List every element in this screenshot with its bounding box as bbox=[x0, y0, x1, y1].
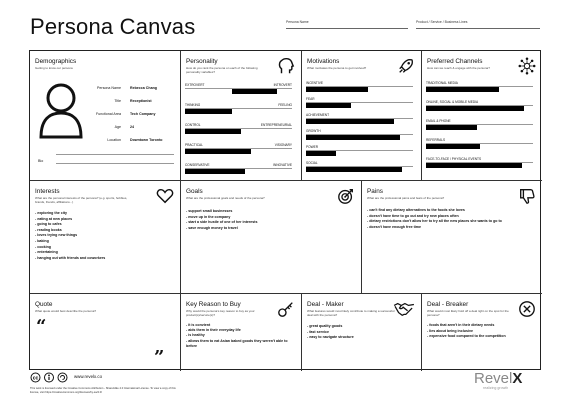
open-quote-icon: “ bbox=[36, 316, 47, 337]
interests-section bbox=[30, 181, 181, 294]
bar-label: REFERRALS bbox=[426, 138, 446, 142]
functional-area-label: Functional Area bbox=[96, 112, 121, 116]
pain-item: - dietary restrictions don't allow her to try all the new places she wants to go to bbox=[367, 219, 542, 225]
quote-section bbox=[30, 294, 181, 371]
person-icon bbox=[38, 81, 84, 139]
footer-url[interactable]: www.revelx.co bbox=[74, 374, 103, 379]
deal-maker-item: - easy to navigate structure bbox=[307, 335, 354, 341]
personality-slider[interactable] bbox=[185, 143, 292, 155]
key-reason-section bbox=[181, 294, 302, 371]
quote-title: Quote bbox=[35, 301, 53, 308]
persona-canvas bbox=[29, 50, 541, 370]
motivations-section bbox=[302, 51, 422, 181]
rocket-icon bbox=[397, 57, 415, 75]
slider-bar bbox=[185, 169, 245, 175]
motivation-item bbox=[306, 145, 413, 157]
heart-icon bbox=[156, 187, 174, 205]
title-value: Receptionist bbox=[130, 99, 152, 103]
goals-title: Goals bbox=[186, 188, 203, 195]
demographics-subtitle: Getting to know our persona bbox=[35, 66, 73, 70]
level-bar bbox=[426, 163, 522, 169]
license-text: This work is licensed under the Creative Commons Attribution - ShareAlike 4.0 International License. To view a copy of this license, visit https://creativecommons.org/licenses/by-sa/4.0/ bbox=[30, 387, 176, 394]
personality-slider[interactable] bbox=[185, 83, 292, 95]
interest-item: - exploring the city bbox=[35, 211, 105, 217]
bio-line bbox=[56, 163, 174, 164]
brand-tagline: realizing growth bbox=[483, 386, 509, 390]
functional-area-value: Tech Company bbox=[130, 112, 156, 116]
pains-section bbox=[362, 181, 542, 294]
creative-commons-icons bbox=[30, 372, 70, 383]
slider-right-label: INNOVATIVE bbox=[273, 163, 292, 167]
key-reason-title: Key Reason to Buy bbox=[186, 301, 241, 308]
network-icon bbox=[518, 57, 536, 75]
pain-item: - doesn't have time to go out and try new places often bbox=[367, 214, 542, 220]
interest-item: - baking bbox=[35, 239, 105, 245]
page-title: Persona Canvas bbox=[30, 14, 196, 39]
deal-breaker-subtitle: What would most likely hold off a deal right on the spot for the persona? bbox=[427, 309, 509, 317]
channel-item bbox=[426, 81, 533, 93]
channel-item bbox=[426, 138, 533, 150]
age-value: 24 bbox=[130, 125, 134, 129]
title-label: Title bbox=[114, 99, 121, 103]
bar-label: EMAIL & PHONE bbox=[426, 119, 451, 123]
bar-label: POWER bbox=[306, 145, 319, 149]
bar-label: FACE-TO-FACE / PHYSICAL EVENTS bbox=[426, 157, 482, 161]
key-reason-item: - allows them to eat Asian baked goods they weren't able to before bbox=[186, 339, 298, 349]
interests-list bbox=[35, 211, 105, 261]
slider-bar bbox=[185, 109, 232, 115]
slider-bar bbox=[232, 89, 277, 95]
level-bar bbox=[306, 151, 336, 157]
slider-left-label: THINKING bbox=[185, 103, 201, 107]
level-bar bbox=[306, 87, 368, 93]
personality-slider[interactable] bbox=[185, 103, 292, 115]
bar-label: ONLINE, SOCIAL & MOBILE MEDIA bbox=[426, 100, 479, 104]
personality-section bbox=[181, 51, 302, 181]
location-label: Location bbox=[107, 138, 121, 142]
motivations-title: Motivations bbox=[307, 58, 340, 65]
bio-label: Bio bbox=[38, 159, 44, 163]
level-bar bbox=[426, 87, 499, 93]
level-bar bbox=[426, 106, 524, 112]
bio-line bbox=[56, 154, 174, 155]
level-bar bbox=[306, 119, 394, 125]
interest-item: - cooking bbox=[35, 245, 105, 251]
bar-label: ACHIEVEMENT bbox=[306, 113, 330, 117]
personality-subtitle: How do you rank the persona on each of the following personality variables? bbox=[186, 66, 258, 74]
deal-maker-item: - fast service bbox=[307, 330, 354, 336]
pains-subtitle: What are the professional pains and fears of the persona? bbox=[367, 196, 445, 200]
channels-title: Preferred Channels bbox=[427, 58, 483, 65]
deal-breaker-item: - expensive food compared to the competition bbox=[427, 334, 542, 340]
goals-subtitle: What are the professional goals and needs of the persona? bbox=[186, 196, 265, 200]
key-reason-subtitle: Why would the persona's key reason to buy as your product(s)/service(s)? bbox=[186, 309, 255, 317]
key-reason-item: - aids them in their everyday life bbox=[186, 328, 298, 333]
slider-bar bbox=[185, 149, 251, 155]
pains-title: Pains bbox=[367, 188, 383, 195]
motivations-subtitle: What motivates the persona to get involved? bbox=[307, 66, 367, 70]
deal-breaker-item: - lies about being inclusive bbox=[427, 329, 542, 335]
channels-subtitle: How can we reach & engage with the persona? bbox=[427, 66, 490, 70]
channel-item bbox=[426, 100, 533, 112]
handshake-icon bbox=[393, 300, 415, 318]
pains-list bbox=[367, 208, 542, 230]
location-value: Downtown Toronto bbox=[130, 138, 163, 142]
level-bar bbox=[306, 167, 402, 173]
demographics-title: Demographics bbox=[35, 58, 77, 65]
personality-title: Personality bbox=[186, 58, 218, 65]
bar-label: GROWTH bbox=[306, 129, 321, 133]
deal-maker-title: Deal - Maker bbox=[307, 301, 344, 308]
interest-item: - loves trying new things bbox=[35, 233, 105, 239]
slider-bar bbox=[185, 129, 241, 135]
personality-slider[interactable] bbox=[185, 163, 292, 175]
interests-title: Interests bbox=[35, 188, 60, 195]
age-label: Age bbox=[114, 125, 121, 129]
channel-item bbox=[426, 157, 533, 169]
pain-item: - doesn't have enough free time bbox=[367, 225, 542, 231]
deal-breaker-item: - foods that aren't in their dietary needs bbox=[427, 323, 542, 329]
brand-logo bbox=[474, 370, 522, 387]
slider-right-label: ENTREPRENEURIAL bbox=[260, 123, 292, 127]
quote-subtitle: What quote would best describe the persona? bbox=[35, 309, 97, 313]
slider-right-label: VISIONARY bbox=[274, 143, 292, 147]
motivation-item bbox=[306, 97, 413, 109]
deal-maker-item: - great quality goods bbox=[307, 324, 354, 330]
bar-label: INCENTIVE bbox=[306, 81, 324, 85]
channels-section bbox=[422, 51, 542, 181]
slider-right-label: FEELING bbox=[278, 103, 292, 107]
thumbs-down-icon bbox=[518, 187, 536, 205]
goal-item: - save enough money to travel bbox=[186, 226, 258, 232]
key-reason-item: - it is convient bbox=[186, 323, 298, 328]
key-reason-list bbox=[186, 323, 298, 349]
level-bar bbox=[426, 125, 477, 131]
goals-list bbox=[186, 209, 258, 231]
svg-text:cc: cc bbox=[32, 375, 39, 382]
deal-breaker-title: Deal - Breaker bbox=[427, 301, 469, 308]
goal-item: - start a side hustle of one of her interests bbox=[186, 220, 258, 226]
bar-label: FEAR bbox=[306, 97, 315, 101]
close-quote-icon: ” bbox=[154, 347, 165, 368]
deal-maker-section bbox=[302, 294, 422, 371]
cancel-icon bbox=[518, 300, 536, 318]
persona-name-field[interactable]: Persona Name bbox=[286, 20, 408, 29]
goal-item: - move up in the company bbox=[186, 215, 258, 221]
interest-item: - hanging out with friends and coworkers bbox=[35, 256, 105, 262]
slider-left-label: CONSERVATIVE bbox=[185, 163, 210, 167]
deal-maker-subtitle: What features would most likely contribute to making a successful deal with the persona? bbox=[307, 309, 395, 317]
slider-left-label: PRACTICAL bbox=[185, 143, 203, 147]
persona-name-value: Rebecca Chang bbox=[130, 86, 157, 90]
slider-left-label: CONTROL bbox=[185, 123, 201, 127]
level-bar bbox=[306, 135, 400, 141]
product-field[interactable]: Product / Service / Business Lines bbox=[416, 20, 540, 29]
key-icon bbox=[277, 300, 295, 318]
goal-item: - support small businesses bbox=[186, 209, 258, 215]
goals-section bbox=[181, 181, 362, 294]
brand-x: X bbox=[512, 370, 523, 387]
key-reason-item: - is healthy bbox=[186, 333, 298, 338]
motivation-item bbox=[306, 129, 413, 141]
level-bar bbox=[426, 144, 480, 150]
target-icon bbox=[337, 187, 355, 205]
interest-item: - going to cafes bbox=[35, 222, 105, 228]
motivation-item bbox=[306, 113, 413, 125]
pain-item: - can't find any dietary alternatives to the foods she loves bbox=[367, 208, 542, 214]
motivation-item bbox=[306, 161, 413, 173]
brand-name: Revel bbox=[474, 370, 513, 387]
head-icon bbox=[277, 57, 295, 75]
personality-slider[interactable] bbox=[185, 123, 292, 135]
deal-breaker-section bbox=[422, 294, 542, 371]
interest-item: - eating at new places bbox=[35, 217, 105, 223]
motivation-item bbox=[306, 81, 413, 93]
slider-left-label: EXTROVERT bbox=[185, 83, 205, 87]
interests-subtitle: What are the personal interests of the persona? (e.g. sports, hobbies, brands, friends, affiliations...) bbox=[35, 196, 128, 204]
deal-maker-list bbox=[307, 324, 354, 341]
slider-right-label: INTROVERT bbox=[273, 83, 292, 87]
interest-item: - reading books bbox=[35, 228, 105, 234]
interest-item: - entertaining bbox=[35, 250, 105, 256]
bar-label: TRADITIONAL MEDIA bbox=[426, 81, 458, 85]
deal-breaker-list bbox=[427, 323, 542, 340]
channel-item bbox=[426, 119, 533, 131]
bar-label: SOCIAL bbox=[306, 161, 318, 165]
level-bar bbox=[306, 103, 351, 109]
demographics-section: Demographics Getting to know our persona Persona Name Rebecca Chang Title Receptionist Functional Area Tech Company Age 24 Location Downtown Toronto Bio bbox=[30, 51, 181, 181]
